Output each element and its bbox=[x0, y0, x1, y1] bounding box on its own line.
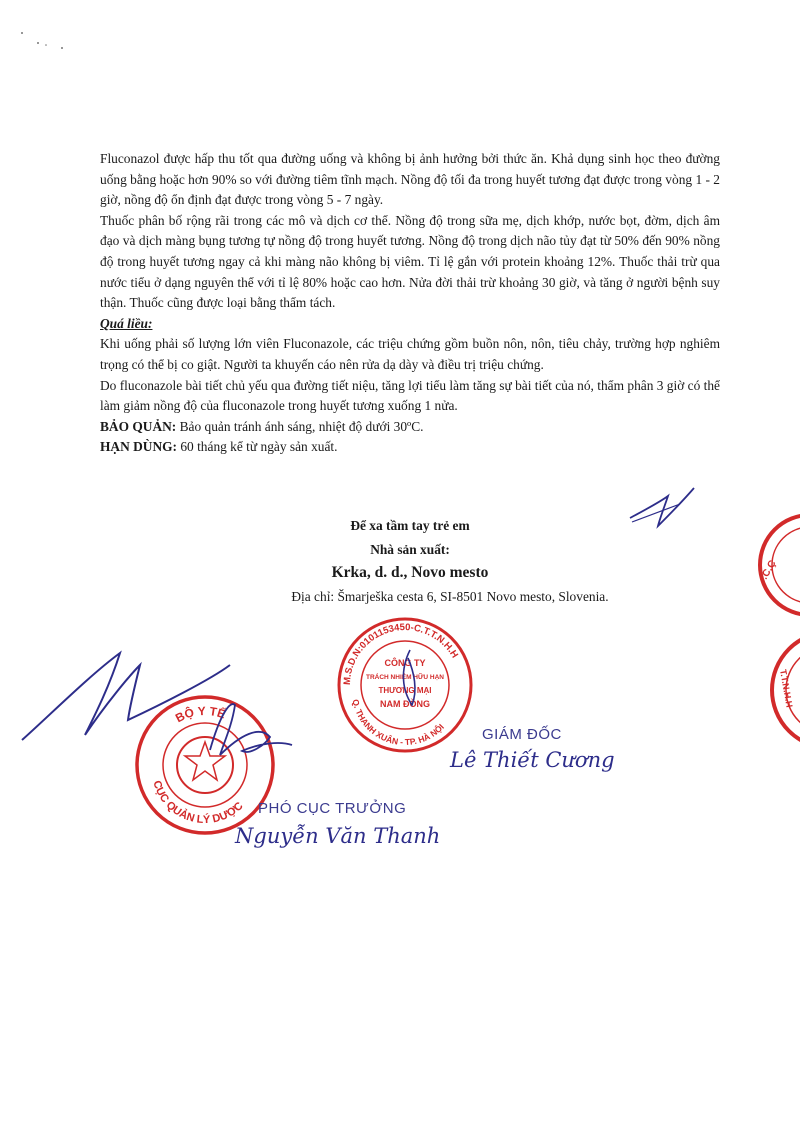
storage-label: BẢO QUẢN: bbox=[100, 418, 177, 434]
svg-text:.C.Ç: .C.Ç bbox=[759, 558, 779, 582]
absorption-paragraph: Fluconazol được hấp thu tốt qua đường uống và không bị ảnh hưởng bởi thức ăn. Khả dụng sinh học theo đường uống bằng hoặc hơn 90% so với đường tiêm tĩnh mạch. Nồng độ tối đa trong huyết tương đạt được trong vòng 1 - 2 giờ, nồng độ ổn định đạt được trong vòng 5 - 7 ngày. bbox=[100, 151, 720, 208]
company-stamp-ring-text: M.S.D.N:0101153450-C.T.T.N.H.H bbox=[341, 621, 461, 686]
manufacturer-name: Krka, d. d., Novo mesto bbox=[331, 564, 489, 581]
svg-text:T.T.N.H.H: T.T.N.H.H bbox=[778, 668, 795, 709]
partial-stamp-upper-right bbox=[720, 510, 800, 620]
expiry-label: HẠN DÙNG: bbox=[100, 439, 177, 455]
body-text bbox=[100, 149, 720, 458]
manufacturer-address: Địa chỉ: Šmarješka cesta 6, SI-8501 Novo mesto, Slovenia. bbox=[291, 589, 609, 604]
ministry-stamp-bottom-text: CỤC QUẢN LÝ DƯỢC bbox=[150, 779, 246, 827]
scan-specks bbox=[0, 0, 80, 60]
initial-signature bbox=[620, 480, 700, 540]
storage-text: Bảo quản tránh ánh sáng, nhiệt độ dưới 30ºC. bbox=[176, 418, 424, 434]
company-stamp-line-4: NAM ĐỒNG bbox=[380, 699, 430, 709]
company-stamp-line-2: TRÁCH NHIỆM HỮU HẠN bbox=[366, 674, 444, 681]
company-stamp-bottom-text: Q. THANH XUÂN - TP. HÀ NỘI bbox=[350, 698, 446, 748]
partial-stamp-lower-right bbox=[740, 630, 800, 750]
overdose-heading: Quá liều: bbox=[100, 315, 153, 331]
storage-line bbox=[100, 417, 720, 438]
company-stamp-line-1: CÔNG TY bbox=[384, 658, 426, 668]
manufacturer-label: Nhà sản xuất: bbox=[370, 542, 450, 557]
deputy-title: PHÓ CỤC TRƯỞNG bbox=[258, 800, 407, 817]
overdose-paragraph-1: Khi uống phải số lượng lớn viên Fluconazole, các triệu chứng gồm buồn nôn, nôn, tiêu chảy, trường hợp nghiêm trọng có thể bị co giật. Người ta khuyến cáo nên rửa dạ dày và điều trị triệu chứng. bbox=[100, 336, 720, 372]
company-stamp bbox=[330, 610, 480, 760]
expiry-line bbox=[100, 437, 720, 458]
deputy-signature bbox=[20, 645, 320, 785]
director-name: Lê Thiết Cương bbox=[450, 748, 615, 772]
deputy-name: Nguyễn Văn Thanh bbox=[235, 824, 441, 848]
company-stamp-line-3: THƯƠNG MẠI bbox=[378, 686, 432, 695]
expiry-text: 60 tháng kể từ ngày sản xuất. bbox=[177, 439, 338, 455]
overdose-paragraph-2: Do fluconazole bài tiết chủ yếu qua đường tiết niệu, tăng lợi tiểu làm tăng sự bài tiết của nó, thẩm phân 3 giờ có thể làm giảm nồng độ của fluconazole trong huyết tương xuống 1 nửa. bbox=[100, 377, 720, 414]
keep-away-notice: Để xa tầm tay trẻ em bbox=[350, 518, 470, 533]
director-title: GIÁM ĐỐC bbox=[482, 726, 562, 743]
ministry-stamp-top-text: BỘ Y TẾ bbox=[173, 703, 228, 726]
distribution-paragraph: Thuốc phân bố rộng rãi trong các mô và dịch cơ thể. Nồng độ trong sữa mẹ, dịch khớp, nước bọt, đờm, dịch âm đạo và dịch màng bụng tương tự nồng độ trong huyết tương. Nồng độ trong dịch não tủy đạt từ 50% đến 90% nồng độ trong huyết tương ngay cả khi màng não không bị viêm. Tỉ lệ gắn với protein khoảng 12%. Thuốc thải trừ qua nước tiểu ở dạng nguyên thể với tỉ lệ 80% hoặc cao hơn. Nửa đời thải trừ khoảng 30 giờ, và tăng ở người bệnh suy thận. Thuốc cũng được loại bằng thẩm tách. bbox=[100, 212, 720, 311]
